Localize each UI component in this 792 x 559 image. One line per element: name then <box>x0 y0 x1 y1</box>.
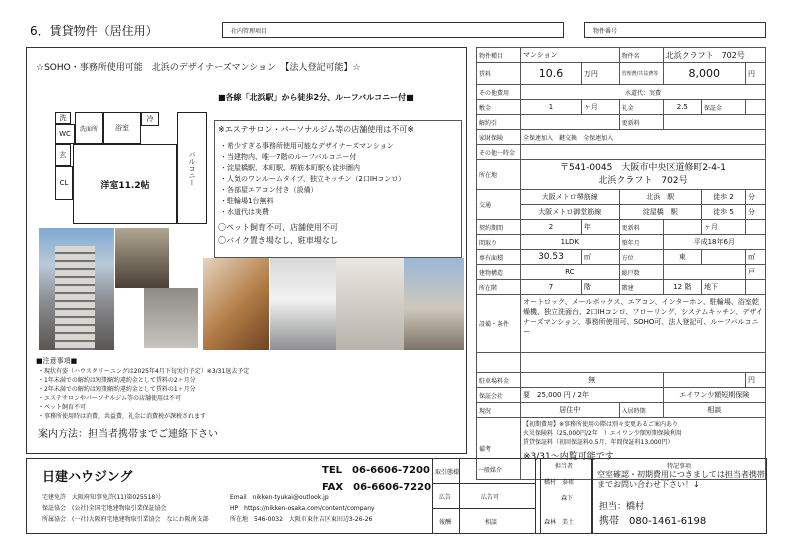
status-value: 居住中 <box>521 403 620 418</box>
other-fee-label: その他費用 <box>477 85 521 100</box>
fp-cold: 冷 <box>141 112 159 126</box>
hp-label: HP <box>230 505 239 512</box>
fax: 06-6606-7220 <box>353 482 432 493</box>
deposit-label: 敷金 <box>477 100 521 115</box>
tel: 06-6606-7200 <box>352 465 430 476</box>
guarantee-assoc: 保証協会 (公社)全国宅地建物取引業保証協会 <box>42 505 167 512</box>
move-in-label: 入居時期 <box>619 403 663 418</box>
photo-balcony <box>404 258 464 350</box>
tel-label: TEL <box>322 465 343 476</box>
location-label: 所在地 <box>477 160 521 190</box>
mgmt-fee-value: 8,000 <box>663 63 745 85</box>
person-grid <box>540 458 592 534</box>
notice-1: ・現状有姿（ハウスクリーニングは2025年4月下旬実行予定）※3/31退去予定 <box>38 368 250 375</box>
other-fee-value: 水道代：実費 <box>521 85 766 100</box>
term-label: 契約期間 <box>477 220 521 235</box>
license: 宅建免許 大阪府知事免許(11)第025518号 <box>42 494 162 501</box>
special-box <box>592 458 767 534</box>
floor-unit: 階 <box>581 280 619 295</box>
section-title: 6．賃貸物件（居住用） <box>30 24 158 38</box>
built-value: 平成18年6月 <box>663 235 765 250</box>
guarantor-fee: 25,000 <box>537 391 562 399</box>
remarks-label: 備考 <box>477 418 521 480</box>
direction-value: 東 <box>663 250 701 265</box>
equipment: オートロック、メールボックス、エアコン、インターホン、駐輪場、浴室乾燥機、独立洗面台、2口IHコンロ、フローリング、システムキッチン、デザイナーズマンション、事務所使用可、SOHO可、法人登記可、ルーフバルコニー <box>521 295 766 353</box>
mgmt-label: 社内管理項目 <box>231 28 268 35</box>
deal-value: 一般媒介 <box>478 467 503 474</box>
guarantor-fee-unit: 円 / 2年 <box>563 391 589 399</box>
eki-1: 駅 <box>667 193 675 201</box>
feature-6: ・駐輪場1台無料 <box>220 197 274 205</box>
guarantee-label: 保証金 <box>702 100 746 115</box>
person-1: 橋村 泰祐 <box>544 479 575 486</box>
area-label: 専有面積 <box>477 250 521 265</box>
amort-label: 解約引 <box>477 115 521 130</box>
move-in-value: 相談 <box>663 403 765 418</box>
structure-label: 建物構造 <box>477 265 521 280</box>
units-unit: 戸 <box>746 265 766 280</box>
units-label: 総戸数 <box>619 265 663 280</box>
term-value: 2 <box>521 220 582 235</box>
contact-name: 担当：橋村 <box>599 502 645 512</box>
address: 546-0032 大阪市東住吉区東田辺3-26-26 <box>254 516 373 523</box>
member-assoc: 所属協会 (一社)大阪府宅地建物取引業協会 なにわ阪南支部 <box>42 516 209 523</box>
fax-label: FAX <box>322 482 344 493</box>
walk-2: 徒歩 <box>713 208 728 216</box>
property-no-label: 物件番号 <box>593 28 618 35</box>
features-box <box>214 120 462 258</box>
feature-5: ・各部屋エアコン付き（設備） <box>220 186 318 194</box>
layout-value: 1LDK <box>521 235 620 250</box>
name-value: 北浜クラフト 702号 <box>663 48 765 63</box>
layout-label: 間取り <box>477 235 521 250</box>
special-label: 特記事項 <box>667 463 692 470</box>
fp-closet: CL <box>55 166 73 200</box>
area-value: 30.53 <box>521 250 582 265</box>
unit-1: 分 <box>746 190 766 205</box>
feature-1: ・希少すぎる事務所使用可能なデザイナーズマンション <box>220 142 394 150</box>
station-1: 北浜 <box>646 193 661 201</box>
features-title: ※エステサロン・パーソナルジム等の店舗使用は不可※ <box>218 125 415 134</box>
direction-label: 方位 <box>619 250 663 265</box>
note-pet: 〇ペット飼育不可、店舗使用不可 <box>218 223 338 232</box>
remark-1: 【初期費用】※事務所使用の際は別々変更あるご案内あり <box>523 421 679 428</box>
key-change-label: 鍵交換 <box>559 134 578 142</box>
name-label: 物件名 <box>619 48 663 63</box>
structure-value: RC <box>521 265 620 280</box>
feature-4: ・人気のワンルームタイプ、独立キッチン（2口IHコンロ） <box>220 175 406 183</box>
contact-line: 案内方法：担当者携帯までご連絡下さい <box>38 429 218 440</box>
building: 北浜クラフト 702号 <box>598 175 688 186</box>
commission-label: 報酬 <box>439 519 452 526</box>
note-bike: 〇バイク置き場なし、駐車場なし <box>218 236 338 245</box>
mobile-label: 携帯 <box>599 516 619 527</box>
fp-bath: 浴室 <box>103 112 141 144</box>
status-label: 現況 <box>477 403 521 418</box>
notice-4: ・エステサロンやパーソナルジム等の店舗使用は不可 <box>38 395 181 402</box>
photo-wall <box>144 288 198 348</box>
term-unit: 年 <box>581 220 619 235</box>
person-3: 森林 美土 <box>544 519 575 526</box>
guarantor-company: エイワン少額短期保険 <box>663 388 765 403</box>
line-2: 大阪メトロ御堂筋線 <box>521 205 620 220</box>
key-change-value: 全保連加入 <box>583 134 614 142</box>
parking-value: 無 <box>521 373 664 388</box>
fp-room: 洋室11.2帖 <box>73 144 177 224</box>
notice-3: ・2年未満での解約は短期解約違約金として賃料の1ヶ月分 <box>38 386 196 393</box>
email[interactable]: nikken-tyukai@outlook.jp <box>252 494 329 501</box>
email-label: Email <box>230 494 247 501</box>
key-money-label: 礼金 <box>619 100 663 115</box>
property-no-box <box>584 22 766 38</box>
floor-value: 7 <box>521 280 582 295</box>
parking-label: 駐車場料金 <box>477 373 521 388</box>
renew-fee-label: 更新料 <box>619 115 663 130</box>
renewal-unit: ヶ月 <box>702 220 746 235</box>
guarantor-label: 保証会社 <box>477 388 521 403</box>
notice-6: ・事務所使用時は消費、共益費、礼金に消費税が課税されます <box>38 413 207 420</box>
equip-label: 設備・条件 <box>477 295 521 353</box>
min-1: 2 <box>729 193 734 201</box>
direction-unit: ㎡ <box>746 250 766 265</box>
fp-wash: 洗 <box>55 112 71 124</box>
spec-table <box>476 47 766 480</box>
basement: 地下 <box>702 280 746 295</box>
key-money-value: 2.5 <box>663 100 701 115</box>
photo-entrance <box>115 228 169 288</box>
fp-balcony: バルコニー <box>177 112 207 224</box>
fp-wc: WC <box>55 124 75 144</box>
rent-unit: 万円 <box>581 63 619 85</box>
zip-address: 〒541-0045 大阪市中央区道修町2-4-1 <box>559 162 726 173</box>
remark-3: 賃貸保証料（初回保証料0.5月、年間保証料13,000円） <box>523 439 674 446</box>
address-label: 所在地 <box>230 516 249 523</box>
line-1: 大阪メトロ堺筋線 <box>521 190 620 205</box>
renewal-label: 更新料 <box>619 220 663 235</box>
subhead: ■各線「北浜駅」から徒歩2分、ルーフバルコニー付■ <box>218 93 414 102</box>
person-2: 森下 <box>561 495 574 502</box>
eki-2: 駅 <box>670 208 678 216</box>
min-2: 5 <box>729 208 734 216</box>
deal-grid <box>432 458 536 534</box>
type-value: マンション <box>521 48 620 63</box>
station-2: 淀屋橋 <box>642 208 664 216</box>
deposit-value: 1 <box>521 100 582 115</box>
ad-label: 広告 <box>439 494 452 501</box>
rent-label: 賃料 <box>477 63 521 85</box>
mgmt-box <box>222 22 564 38</box>
built-label: 築年月 <box>619 235 663 250</box>
mgmt-fee-label: 管理費/共益費等 <box>619 63 663 85</box>
headline: ☆SOHO・事務所使用可能 北浜のデザイナーズマンション 【法人登記可能】☆ <box>36 63 361 73</box>
transport-label: 交通 <box>477 190 521 220</box>
stories-label: 階建 <box>619 280 663 295</box>
other-label: その他一時金 <box>477 145 521 160</box>
commission-value: 相談 <box>485 519 498 526</box>
floor-plan <box>53 106 215 226</box>
feature-3: ・淀屋橋駅、本町駅、堺筋本町駅も徒歩圏内 <box>220 164 360 172</box>
deposit-unit: ヶ月 <box>581 100 619 115</box>
unit-2: 分 <box>746 205 766 220</box>
special-text: 空室確認・初期費用につきましては担当者携帯までお問い合わせ下さい！↓ <box>597 470 765 489</box>
photo-bathroom <box>336 258 404 350</box>
type-label: 物件種目 <box>477 48 521 63</box>
walk-1: 徒歩 <box>713 193 728 201</box>
person-label: 担当者 <box>555 463 574 470</box>
rent-value: 10.6 <box>521 63 582 85</box>
ad-value: 広告可 <box>481 494 500 501</box>
remark-2: 火災保険料（25,000円/2年 ）エイワン少額短期保険利用 <box>523 430 682 437</box>
fp-entry: 玄 <box>55 144 71 166</box>
insurance-value: 全保連加入 <box>523 134 554 142</box>
deal-label: 取引態様 <box>435 469 460 476</box>
insurance-label: 家財保険 <box>477 130 521 145</box>
notice-title: ■注意事項■ <box>36 357 78 365</box>
mgmt-fee-unit: 円 <box>746 63 766 85</box>
stories-value: 12 <box>673 283 683 291</box>
photo-room-window <box>270 258 336 350</box>
photo-building-exterior <box>39 228 114 350</box>
fp-washroom: 洗面所 <box>75 112 103 144</box>
notice-2: ・1年未満での解約は短期解約違約金として賃料の2ヶ月分 <box>38 377 196 384</box>
photo-room-wood <box>203 258 269 350</box>
hp-link[interactable]: https://nikken-osaka.com/content/company <box>244 505 375 512</box>
floor-label: 所在階 <box>477 280 521 295</box>
remark-4: ※3/31～内覧可能です <box>523 452 614 462</box>
stories-unit: 階 <box>684 283 692 291</box>
parking-unit: 円 <box>746 373 766 388</box>
feature-2: ・当建物内、唯一7階のルーフバルコニー付 <box>220 153 357 161</box>
feature-7: ・水道代は実費 <box>220 208 269 216</box>
guarantor-value: 要 <box>523 391 530 399</box>
area-unit: ㎡ <box>581 250 619 265</box>
notice-5: ・ペット飼育不可 <box>38 404 87 411</box>
mobile[interactable]: 080-1461-6198 <box>629 516 707 527</box>
company-name: 日建ハウジング <box>42 470 133 485</box>
